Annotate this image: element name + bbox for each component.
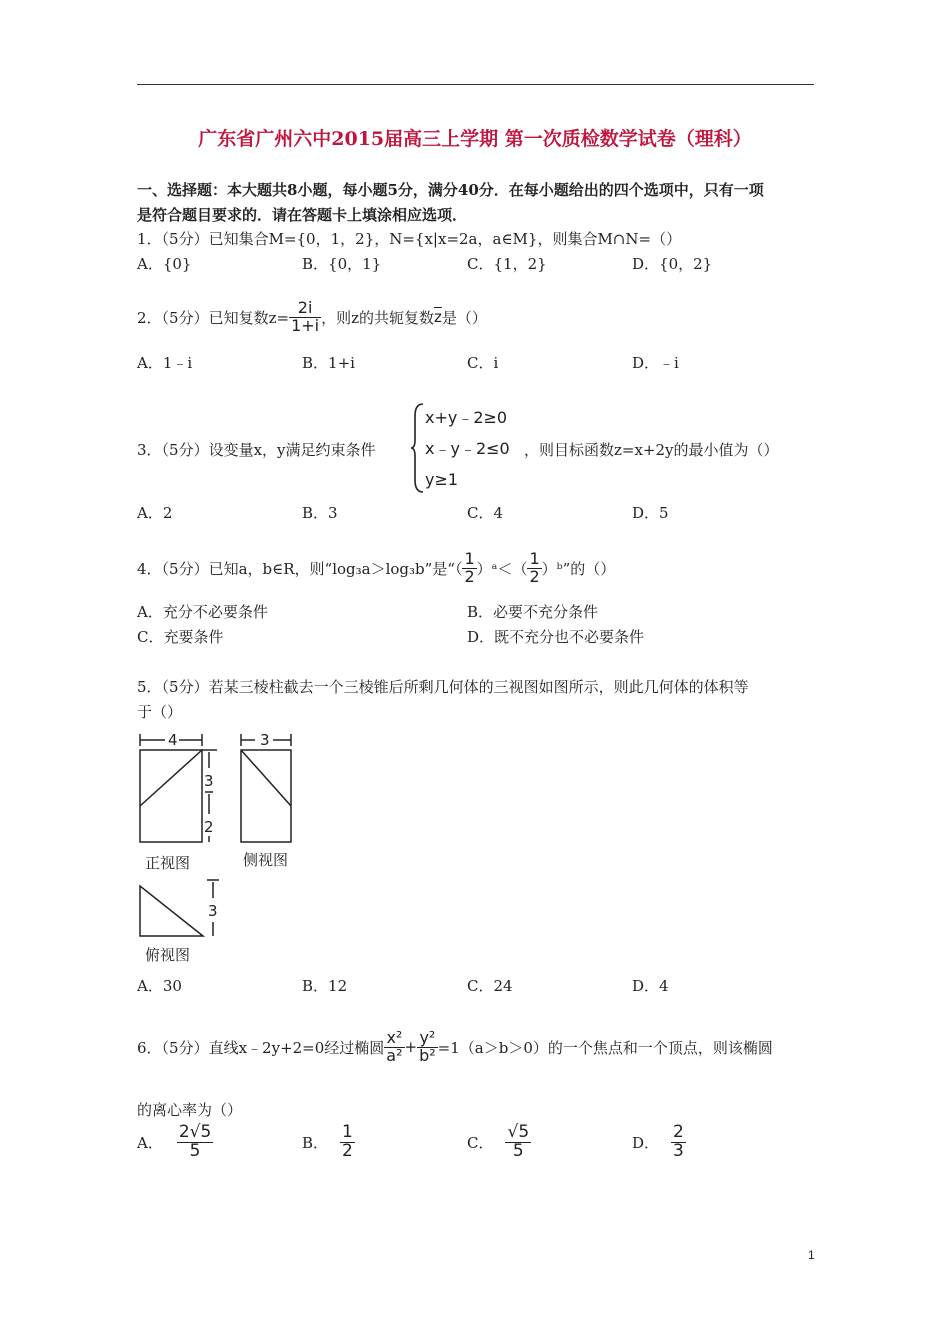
- q3-option-c: C．4: [467, 504, 504, 522]
- q1-option-b: B．{0，1}: [302, 255, 382, 273]
- q3-constraints: [425, 402, 510, 495]
- q4-half-1: [462, 551, 476, 586]
- q3-brace: [410, 402, 426, 494]
- q3-constraint-2: x﹣y﹣2≤0: [425, 439, 510, 458]
- q4-half-1-num: 1: [464, 549, 475, 568]
- side-view-rect: [241, 750, 291, 842]
- q4-option-d: D．既不充分也不必要条件: [467, 628, 645, 646]
- q4-option-c: C．充要条件: [137, 628, 224, 646]
- q5-option-b: B．12: [302, 977, 348, 995]
- q4-stem-a: 4．（5分）已知a，b∈R，则“log₃a＞log₃b”是“（: [137, 559, 463, 578]
- side-view-diagonal: [241, 750, 291, 806]
- q6-b2: b²: [419, 1045, 436, 1065]
- q6-x-fraction: [384, 1030, 404, 1065]
- q3-option-a: A．2: [137, 504, 173, 522]
- section-line-1: 一、选择题：本大题共8小题，每小题5分，满分40分．在每小题给出的四个选项中，只有一项: [137, 181, 764, 199]
- q3-stem-a: 3．（5分）设变量x，y满足约束条件: [137, 441, 376, 459]
- q6-option-c: [467, 1124, 531, 1161]
- q6-x2: x²: [384, 1030, 404, 1048]
- q6-y-fraction: [417, 1030, 438, 1065]
- q3-constraint-3: y≥1: [425, 470, 459, 489]
- q2-fraction: [289, 300, 321, 335]
- q1-option-a: A．{0}: [137, 255, 192, 273]
- page-number: 1: [808, 1248, 815, 1262]
- q6-option-b: [302, 1124, 355, 1161]
- q6-stem-a: 6．（5分）直线x﹣2y+2=0经过椭圆: [137, 1038, 385, 1057]
- q5-option-c: C．24: [467, 977, 513, 995]
- q2-option-a: A．1﹣i: [137, 354, 193, 372]
- q2-stem: [137, 300, 487, 335]
- q6-option-b-frac: [340, 1124, 355, 1161]
- q2-option-c: C．i: [467, 354, 499, 372]
- q4-half-2-num: 1: [529, 549, 540, 568]
- q6-option-d-label: D．: [632, 1133, 660, 1152]
- q6-option-a-num: 2√5: [178, 1122, 212, 1142]
- dim-side-width: 3: [260, 731, 270, 749]
- q6-option-c-label: C．: [467, 1133, 494, 1152]
- q6-a2: a²: [386, 1045, 403, 1065]
- q2-stem-b: ，则z的共轭复数: [321, 308, 434, 327]
- q2-option-b: B．1+i: [302, 354, 355, 372]
- q4-half-1-den: 2: [464, 566, 475, 586]
- q6-y2: y²: [417, 1030, 438, 1048]
- q6-option-c-num: √5: [507, 1122, 530, 1142]
- dim-upper-height: 3: [204, 772, 214, 790]
- q6-option-a-den: 5: [189, 1140, 201, 1161]
- q4-option-a: A．充分不必要条件: [137, 603, 268, 621]
- section-line-2: 是符合题目要求的．请在答题卡上填涂相应选项．: [137, 206, 468, 224]
- q2-option-d: D．﹣i: [632, 354, 679, 372]
- q2-frac-den: 1+i: [291, 315, 320, 335]
- q3-stem-b: ，则目标函数z=x+2y的最小值为（）: [524, 441, 779, 459]
- q6-option-b-label: B．: [302, 1133, 329, 1152]
- q2-stem-c: 是（）: [441, 308, 487, 327]
- q6-option-d: [632, 1124, 686, 1161]
- dim-top-height: 3: [208, 902, 218, 920]
- q1-option-c: C．{1，2}: [467, 255, 547, 273]
- q4-stem-b: ）ᵇ”的（）: [541, 559, 616, 578]
- front-view-rect: [140, 750, 202, 842]
- q6-stem: 6．（5分）直线x﹣2y+2=0经过椭圆 $\frac{\text{x²}}{\text{a²}}$ + $\frac{\text{y²}}{\text{b²}}$ =1（a＞b＞0）的一个焦点和一个顶点，则该椭圆: [137, 1028, 773, 1065]
- q4-mid: ）ᵃ＜（: [476, 559, 528, 578]
- dim-lower-height: 2: [204, 818, 214, 836]
- q5-stem-line-2: 于（）: [137, 703, 183, 721]
- q5-stem-line-1: 5．（5分）若某三棱柱截去一个三棱锥后所剩几何体的三视图如图所示，则此几何体的体积等: [137, 678, 749, 696]
- q6-option-c-den: 5: [512, 1140, 524, 1161]
- q6-option-c-frac: [505, 1124, 531, 1161]
- q6-option-a-frac: [177, 1124, 213, 1161]
- q6-option-b-den: 2: [342, 1140, 353, 1161]
- q6-option-b-num: 1: [342, 1122, 353, 1142]
- q6-stem-b: =1（a＞b＞0）的一个焦点和一个顶点，则该椭圆: [437, 1038, 773, 1057]
- dim-front-width: 4: [168, 731, 178, 749]
- q5-option-a: A．30: [137, 977, 182, 995]
- q6-option-d-frac: [671, 1124, 686, 1161]
- q3-option-b: B．3: [302, 504, 338, 522]
- top-view-triangle: [140, 886, 203, 936]
- q4-option-b: B．必要不充分条件: [467, 603, 599, 621]
- q4-half-2-den: 2: [529, 566, 540, 586]
- q2-zbar: $\overline{z}$: [434, 308, 442, 327]
- q6-stem-line-2: 的离心率为（）: [137, 1101, 243, 1119]
- q6-option-d-den: 3: [673, 1140, 684, 1161]
- top-view-label: 俯视图: [145, 946, 191, 964]
- q4-stem: [137, 551, 615, 586]
- side-view-label: 侧视图: [243, 851, 289, 869]
- q2-stem-a: 2．（5分）已知复数z=: [137, 308, 290, 327]
- q5-three-view-figure: [135, 728, 305, 968]
- q3-option-d: D．5: [632, 504, 669, 522]
- q5-option-d: D．4: [632, 977, 669, 995]
- q6-option-a: [137, 1124, 213, 1161]
- q1-stem: 1．（5分）已知集合M={0，1，2}，N={x|x=2a，a∈M}，则集合M∩N=（）: [137, 230, 682, 248]
- q1-option-d: D．{0，2}: [632, 255, 713, 273]
- q6-option-d-num: 2: [673, 1122, 684, 1142]
- q2-frac-num: 2i: [289, 300, 321, 318]
- page-title: 广东省广州六中2015届高三上学期 第一次质检数学试卷（理科）: [198, 128, 752, 150]
- q4-half-2: [527, 551, 541, 586]
- header-rule: [137, 84, 814, 85]
- section-heading: [137, 178, 817, 228]
- front-view-diagonal: [140, 750, 202, 806]
- q3-constraint-1: x+y﹣2≥0: [425, 408, 508, 427]
- front-view-label: 正视图: [145, 854, 191, 872]
- q6-option-a-label: A．: [137, 1133, 163, 1152]
